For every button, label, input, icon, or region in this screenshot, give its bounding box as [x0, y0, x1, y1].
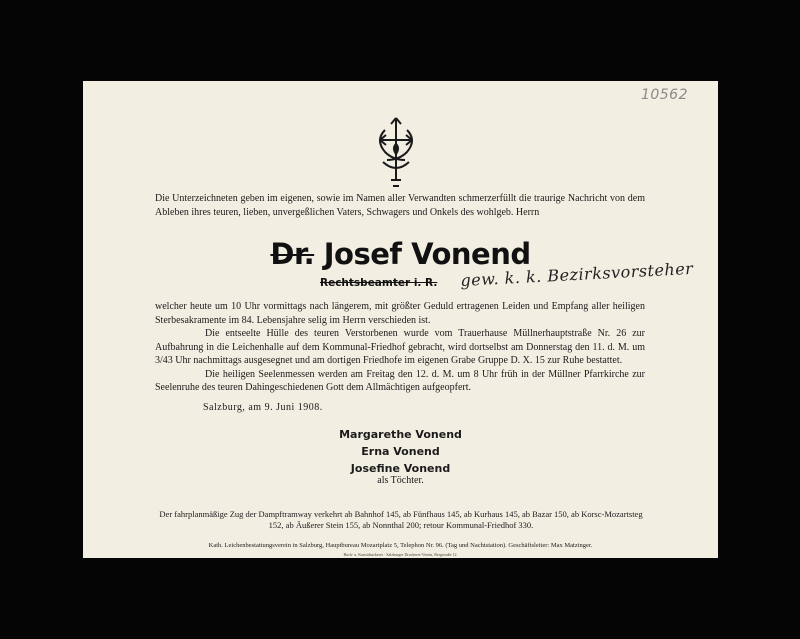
signer-name: Josefine Vonend — [350, 462, 451, 475]
footer-association: Kath. Leichenbestattungsverein in Salzburg, Hauptbureau Mozartplatz 5, Telephon Nr. 96. (Tag und Nachtstation). Geschäftsleiter: Max Matzinger. — [208, 542, 593, 549]
body-paragraph: Die entseelte Hülle des teuren Verstorbenen wurde vom Trauerhause Müllnerhauptstraße Nr. 26 zur Aufbahrung in die Leichenhalle auf dem Kommunal-Friedhof gebracht, wird dortselbst am Donnerstag den 11. d. M. um 3/43 Uhr nachmittags ausgesegnet und am dortigen Friedhofe im eigenen Grabe Gruppe D. X. 15 zur Ruhe bestattet. — [155, 328, 645, 366]
notice-body — [155, 300, 645, 395]
printer-line: Buch- u. Kunstdruckerei · Salzburger Druckerei-Verein, Bergstraße 12. — [343, 552, 458, 557]
deceased-name: Josef Vonend — [323, 237, 531, 271]
signer-role: als Töchter. — [377, 475, 424, 486]
handwritten-correction: gew. k. k. Bezirksvorsteher — [460, 258, 694, 290]
body-paragraph: welcher heute um 10 Uhr vormittags nach längerem, mit größter Geduld ertragenen Leiden und Empfang aller heiligen Sterbesakramente im 84. Lebensjahre selig im Herrn verschieden ist. — [155, 301, 645, 326]
profession-struck: Rechtsbeamter i. R. — [320, 277, 438, 289]
name-title: Dr. — [270, 237, 315, 271]
place-date: Salzburg, am 9. Juni 1908. — [203, 402, 323, 413]
signers-list — [83, 426, 718, 477]
tram-notice: Der fahrplanmäßige Zug der Dampftramway verkehrt ab Bahnhof 145, ab Fünfhaus 145, ab Kurhaus 145, ab Bazar 150, ab Korsc-Mozartsteg 152, ab Äußerer Stein 155, ab Nonnthal 200; retour Kommunal-Friedhof 330. — [159, 509, 643, 530]
death-notice-sheet — [83, 81, 718, 558]
body-paragraph: Die heiligen Seelenmessen werden am Freitag den 12. d. M. um 8 Uhr früh in der Müllner Pfarrkirche zur Seelenruhe des teuren Dahingeschiedenen Gott dem Allmächtigen aufgeopfert. — [155, 368, 645, 393]
signer-name: Erna Vonend — [361, 445, 440, 458]
intro-text: Die Unterzeichneten geben im eigenen, sowie im Namen aller Verwandten schmerzerfüllt die traurige Nachricht von dem Ableben ihres teuren, lieben, unvergeßlichen Vaters, Schwagers und Onkels des wohlgeb. Herrn — [155, 193, 645, 218]
signer-name: Margarethe Vonend — [339, 428, 462, 441]
catalog-number: 10562 — [640, 87, 688, 103]
cross-emblem-icon — [371, 114, 421, 190]
